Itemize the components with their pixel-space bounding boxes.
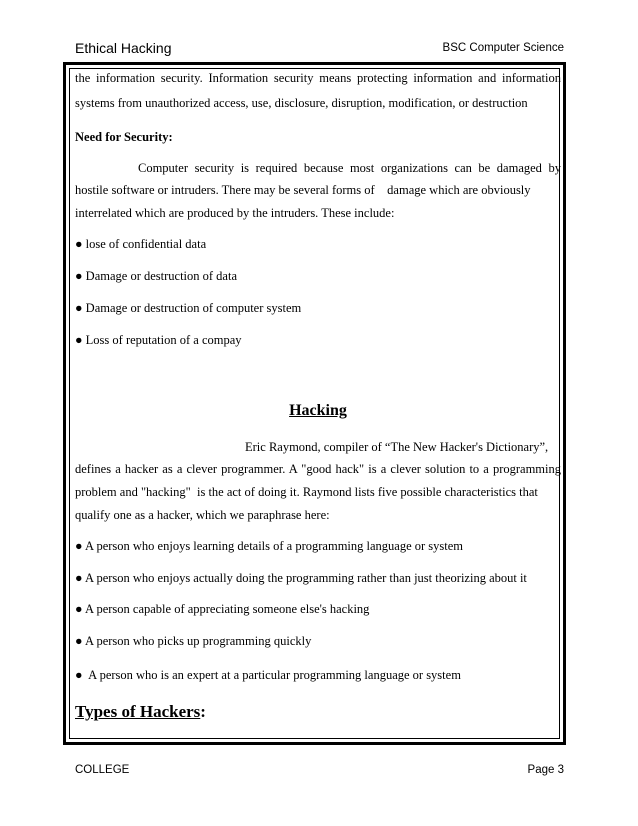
need-heading: Need for Security: [75,130,173,144]
need-line-2: hostile software or intruders. There may be several forms of damage which are obviously [75,183,531,197]
need-line-3: interrelated which are produced by the intruders. These include: [75,206,395,220]
hacking-title: Hacking [289,402,347,419]
header-subject: BSC Computer Science [442,42,564,54]
hacking-bullet-5: ● A person who is an expert at a particular programming language or system [75,668,461,682]
types-heading [75,702,206,722]
hacking-bullet-2: ● A person who enjoys actually doing the programming rather than just theorizing about it [75,571,527,585]
hacking-bullet-1: ● A person who enjoys learning details of a programming language or system [75,539,464,553]
hacking-line-3: problem and "hacking" is the act of doing it. Raymond lists five possible characteristics that [75,485,538,499]
footer-page-number: Page 3 [527,764,564,776]
need-line-1: Computer security is required because most organizations can be damaged by [138,161,561,175]
footer-college: COLLEGE [75,764,130,776]
hacking-line-2: defines a hacker as a clever programmer. A "good hack" is a clever solution to a programming [75,462,561,476]
need-bullet-1: ● lose of confidential data [75,237,207,251]
types-heading-text: Types of Hackers [75,702,201,721]
hacking-line-4: qualify one as a hacker, which we paraphrase here: [75,508,330,522]
hacking-line-1: Eric Raymond, compiler of “The New Hacker's Dictionary”, [245,440,549,454]
hacking-bullet-4: ● A person who picks up programming quickly [75,634,312,648]
intro-line-1: the information security. Information security means protecting information and information [75,71,561,85]
hacking-bullet-3: ● A person capable of appreciating someone else's hacking [75,602,370,616]
need-bullet-3: ● Damage or destruction of computer system [75,301,302,315]
need-bullet-2: ● Damage or destruction of data [75,269,238,283]
header-title: Ethical Hacking [75,40,172,56]
intro-line-2: systems from unauthorized access, use, disclosure, disruption, modification, or destruction [75,96,528,110]
types-heading-colon: : [200,702,206,721]
need-bullet-4: ● Loss of reputation of a compay [75,333,242,347]
